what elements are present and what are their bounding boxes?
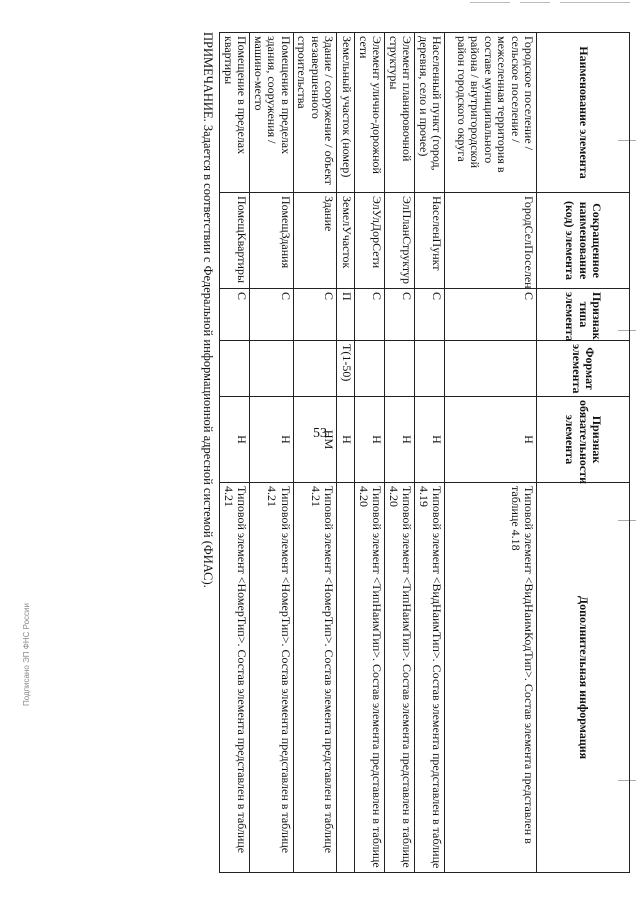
cell-name: Элемент улично-дорожной сети [355,33,385,193]
cell-info: Типовой элемент <ТипНаимТип>. Состав элемента представлен в таблице 4.20 [385,483,415,873]
scan-mark [470,2,510,3]
table-row [250,33,293,873]
cell-name: Земельный участок (номер) [337,33,355,193]
table-row [415,33,445,873]
cell-info: Типовой элемент <ТипНаимТип>. Состав элемента представлен в таблице 4.20 [355,483,385,873]
cell-type: С [250,289,293,341]
scan-mark [560,2,630,3]
cell-format [250,341,293,397]
cell-type: С [385,289,415,341]
cell-type: С [445,289,537,341]
cell-type: П [337,289,355,341]
cell-required: Н [337,397,355,483]
cell-name: Здание / сооружение / объект незавершенного строительства [293,33,336,193]
table-row [445,33,537,873]
col-header-type: Признак типа элемента [537,289,630,341]
cell-required: Н [250,397,293,483]
cell-code: НаселенПункт [415,193,445,289]
table-row [220,33,250,873]
cell-type: С [415,289,445,341]
cell-code: Здание [293,193,336,289]
cell-info: Типовой элемент <ВидНаимКодТип>. Состав элемента представлен в таблице 4.18 [445,483,537,873]
table-row [355,33,385,873]
cell-info [337,483,355,873]
cell-type: С [220,289,250,341]
cell-name: Помещение в пределах здания, сооружения / машино-место [250,33,293,193]
cell-code: ПомещКвартиры [220,193,250,289]
cell-info: Типовой элемент <ВидНаимТип>. Состав элемента представлен в таблице 4.19 [415,483,445,873]
cell-name: Населенный пункт (город, деревня, село и прочее) [415,33,445,193]
table-row [385,33,415,873]
cell-required: Н [355,397,385,483]
cell-format [385,341,415,397]
table-header-row [537,33,630,873]
col-header-code: Сокращенное наименование (код) элемента [537,193,630,289]
elements-table [219,32,630,873]
cell-code: ЭлПланСтруктур [385,193,415,289]
scan-mark [520,2,550,3]
cell-name: Элемент планировочной структуры [385,33,415,193]
col-header-name: Наименование элемента [537,33,630,193]
cell-name: Городское поселение / сельское поселение / межселенная территория в составе муниципального района / внутригородской район городского округа [445,33,537,193]
rotated-content [108,32,630,872]
cell-code: ЭлУлДорСети [355,193,385,289]
cell-format [445,341,537,397]
cell-format [293,341,336,397]
cell-format [220,341,250,397]
col-header-required: Признак обязательности элемента [537,397,630,483]
cell-required: Н [220,397,250,483]
cell-type: С [293,289,336,341]
cell-format: Т(1-50) [337,341,355,397]
table-note: ПРИМЕЧАНИЕ. Задается в соответствии с Федеральной информационной адресной системой (ФИАС). [201,32,216,588]
cell-name: Помещение в пределах квартиры [220,33,250,193]
cell-format [355,341,385,397]
cell-format [415,341,445,397]
table-row [293,33,336,873]
cell-required: Н [445,397,537,483]
page-number: 53 [313,426,327,441]
cell-required: Н [385,397,415,483]
col-header-format: Формат элемента [537,341,630,397]
cell-info: Типовой элемент <НомерТип>. Состав элемента представлен в таблице 4.21 [220,483,250,873]
table-row [337,33,355,873]
cell-required: Н [415,397,445,483]
signature-stamp: Подписано ЭП ФНС России [22,603,31,706]
cell-type: С [355,289,385,341]
col-header-info: Дополнительная информация [537,483,630,873]
cell-code: ПомещЗдания [250,193,293,289]
cell-code: ЗемелУчасток [337,193,355,289]
cell-info: Типовой элемент <НомерТип>. Состав элемента представлен в таблице 4.21 [250,483,293,873]
cell-info: Типовой элемент <НомерТип>. Состав элемента представлен в таблице 4.21 [293,483,336,873]
cell-code: ГородСелПоселен [445,193,537,289]
cell-required: НМ [293,397,336,483]
